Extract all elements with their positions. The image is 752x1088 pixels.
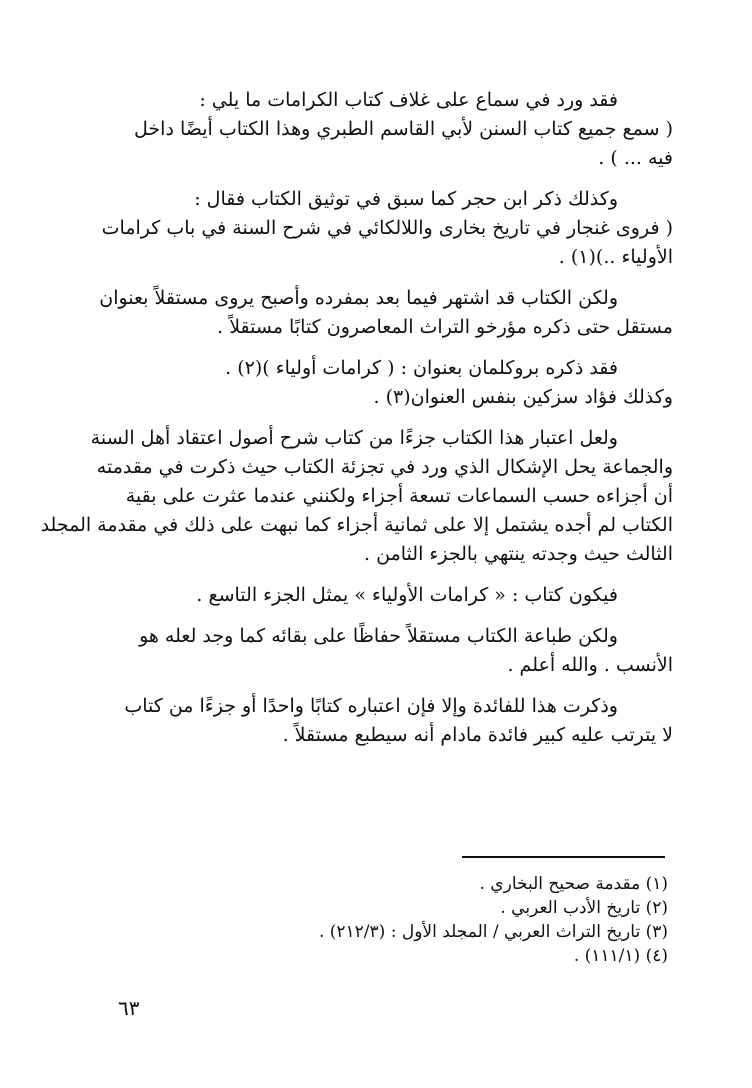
text-line: وذكرت هذا للفائدة وإلا فإن اعتباره كتابًا واحدًا أو جزءًا من كتاب [124, 695, 618, 717]
text-line: ( فروى غنجار في تاريخ بخارى واللالكائي في شرح السنة في باب كرامات [101, 217, 673, 239]
paragraph-4 [128, 354, 673, 412]
text-line: الثالث حيث وجدته ينتهي بالجزء الثامن . [364, 543, 673, 565]
footnote-4: (٤) (١١١/١) . [573, 946, 668, 966]
footnote-1: (١) مقدمة صحيح البخاري . [479, 874, 668, 894]
text-line: الكتاب لم أجده يشتمل إلا على ثمانية أجزاء كما نبهت على ذلك في مقدمة المجلد [40, 514, 673, 536]
paragraph-3 [99, 284, 673, 342]
page-number: ٦٣ [118, 996, 140, 1020]
text-line: وكذلك ذكر ابن حجر كما سبق في توثيق الكتاب فقال : [194, 188, 618, 210]
text-line: والجماعة يحل الإشكال الذي ورد في تجزئة الكتاب حيث ذكرت في مقدمته [96, 456, 673, 478]
paragraph-5 [40, 424, 673, 569]
text-line: ولكن طباعة الكتاب مستقلاً حفاظًا على بقائه كما وجد لعله هو [139, 625, 618, 647]
text-line: فيكون كتاب : « كرامات الأولياء » يمثل الجزء التاسع . [196, 584, 618, 606]
text-line: الأنسب . والله أعلم . [507, 654, 673, 676]
text-line: ( سمع جميع كتاب السنن لأبي القاسم الطبري وهذا الكتاب أيضًا داخل [134, 118, 673, 140]
text-line: فقد ورد في سماع على غلاف كتاب الكرامات ما يلي : [199, 89, 618, 111]
text-line: ولكن الكتاب قد اشتهر فيما بعد بمفرده وأصبح يروى مستقلاً بعنوان [99, 287, 618, 309]
footnote-2: (٢) تاريخ الأدب العربي . [500, 898, 668, 918]
paragraph-7 [128, 622, 673, 680]
text-line: أن أجزاءه حسب السماعات تسعة أجزاء ولكنني عندما عثرت على بقية [125, 485, 673, 507]
main-text [40, 86, 673, 762]
text-line: ولعل اعتبار هذا الكتاب جزءًا من كتاب شرح أصول اعتقاد أهل السنة [90, 427, 618, 449]
text-line: فقد ذكره بروكلمان بعنوان : ( كرامات أولياء )(٢) . [225, 357, 618, 379]
text-line: مستقل حتى ذكره مؤرخو التراث المعاصرون كتابًا مستقلاً . [217, 316, 673, 338]
text-line: وكذلك فؤاد سزكين بنفس العنوان(٣) . [373, 386, 673, 408]
footnotes [300, 872, 668, 968]
text-line: الأولياء ..)(١) . [558, 246, 673, 268]
paragraph-2 [101, 185, 673, 272]
footnote-3: (٣) تاريخ التراث العربي / المجلد الأول : (٢١٢/٣) . [318, 922, 668, 942]
paragraph-8 [124, 692, 673, 750]
text-line: لا يترتب عليه كبير فائدة مادام أنه سيطبع مستقلاً . [282, 724, 673, 746]
footnote-separator [462, 856, 665, 858]
paragraph-1 [128, 86, 673, 173]
text-line: فيه ... ) . [598, 147, 673, 169]
paragraph-6 [128, 581, 673, 610]
